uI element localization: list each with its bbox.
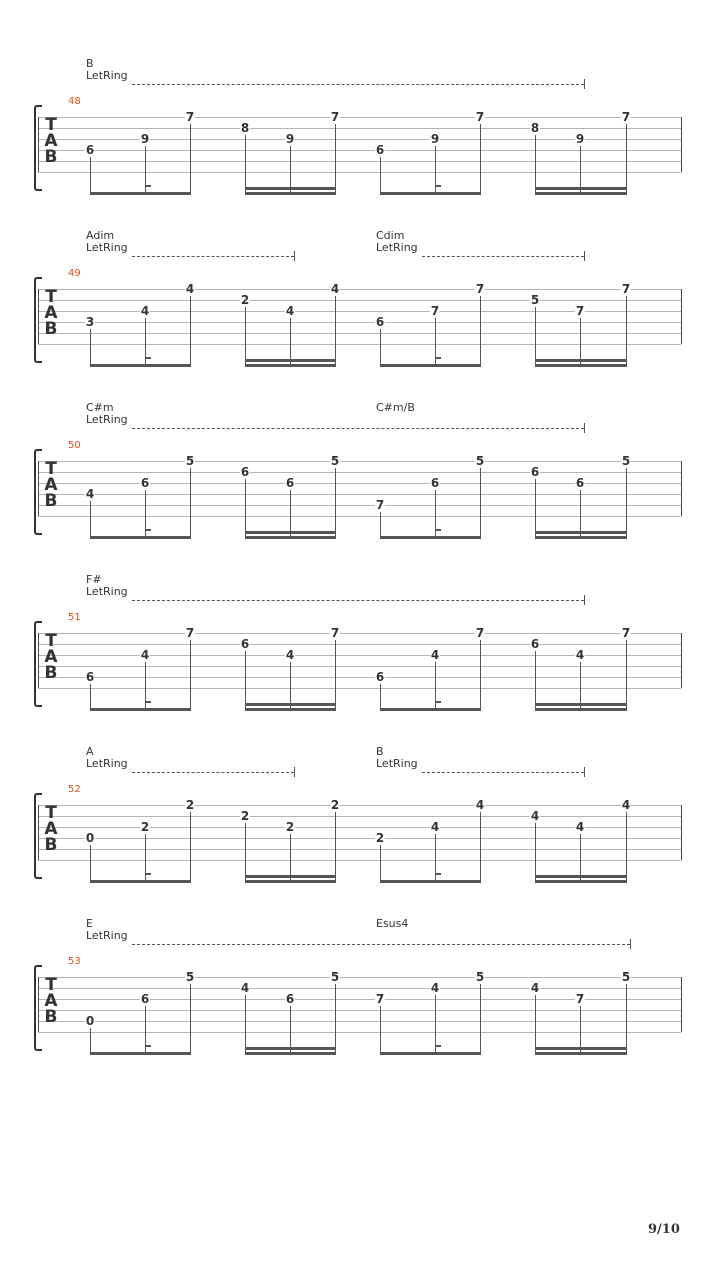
tab-system [0, 915, 720, 1087]
fret-number: 6 [375, 670, 385, 684]
fret-number: 7 [575, 304, 585, 318]
fret-number: 2 [375, 831, 385, 845]
fret-number: 6 [140, 476, 150, 490]
note-stem [335, 640, 336, 711]
note-stem [626, 468, 627, 539]
beam [380, 1052, 480, 1055]
tab-system [0, 55, 720, 227]
beam-secondary [245, 359, 335, 362]
note-stem [480, 124, 481, 195]
note-stem [480, 812, 481, 883]
note-stem [480, 468, 481, 539]
fret-number: 4 [575, 820, 585, 834]
fret-number: 5 [185, 454, 195, 468]
letring-end [584, 595, 585, 605]
fret-number: 7 [475, 626, 485, 640]
measure-number: 49 [68, 268, 81, 279]
letring-dashes [132, 772, 294, 773]
note-stem [145, 318, 146, 367]
tab-clef-letter: B [44, 491, 58, 511]
fret-number: 7 [430, 304, 440, 318]
beam-secondary [535, 875, 626, 878]
barline [681, 977, 682, 1032]
staff-line [38, 860, 681, 861]
beam-dot [435, 701, 441, 703]
tab-clef-letter: T [45, 459, 57, 479]
note-stem [335, 812, 336, 883]
note-stem [380, 512, 381, 539]
note-stem [190, 124, 191, 195]
beam-dot [145, 185, 151, 187]
fret-number: 9 [430, 132, 440, 146]
tab-clef-letter: A [44, 131, 58, 151]
beam-dot [145, 873, 151, 875]
fret-number: 3 [85, 315, 95, 329]
note-stem [190, 812, 191, 883]
tab-clef-letter: B [44, 147, 58, 167]
staff-line [38, 1021, 681, 1022]
staff-line [38, 322, 681, 323]
beam [380, 880, 480, 883]
beam [90, 364, 190, 367]
fret-number: 7 [330, 110, 340, 124]
note-stem [90, 501, 91, 539]
tab-clef-letter: A [44, 647, 58, 667]
fret-number: 7 [621, 110, 631, 124]
note-stem [435, 318, 436, 367]
note-stem [480, 984, 481, 1055]
note-stem [535, 479, 536, 539]
letring-end [584, 79, 585, 89]
staff-line [38, 1010, 681, 1011]
staff-line [38, 494, 681, 495]
beam [535, 1052, 626, 1055]
chord-name: C#m [86, 401, 114, 414]
letring-dashes [422, 256, 584, 257]
barline [681, 805, 682, 860]
measure-number: 53 [68, 956, 81, 967]
fret-number: 8 [530, 121, 540, 135]
staff-line [38, 172, 681, 173]
beam-dot [435, 357, 441, 359]
staff-line [38, 816, 681, 817]
tab-clef-letter: T [45, 631, 57, 651]
beam-secondary [245, 1047, 335, 1050]
fret-number: 6 [85, 143, 95, 157]
note-stem [435, 490, 436, 539]
note-stem [535, 995, 536, 1055]
fret-number: 7 [621, 282, 631, 296]
letring-dashes [422, 772, 584, 773]
fret-number: 7 [575, 992, 585, 1006]
fret-number: 8 [240, 121, 250, 135]
tab-system [0, 743, 720, 915]
measure-number: 52 [68, 784, 81, 795]
fret-number: 0 [85, 1014, 95, 1028]
chord-name: C#m/B [376, 401, 415, 414]
chord-name: Esus4 [376, 917, 409, 930]
fret-number: 4 [285, 648, 295, 662]
note-stem [245, 135, 246, 195]
barline [38, 633, 39, 688]
staff-line [38, 461, 681, 462]
barline [681, 117, 682, 172]
beam [380, 708, 480, 711]
fret-number: 6 [375, 315, 385, 329]
fret-number: 7 [475, 282, 485, 296]
beam-secondary [245, 703, 335, 706]
beam [535, 708, 626, 711]
note-stem [626, 296, 627, 367]
fret-number: 6 [85, 670, 95, 684]
note-stem [145, 1006, 146, 1055]
fret-number: 4 [430, 820, 440, 834]
staff-line [38, 344, 681, 345]
barline [38, 117, 39, 172]
note-stem [335, 468, 336, 539]
letring-label: LetRing [376, 241, 418, 254]
note-stem [380, 684, 381, 711]
letring-label: LetRing [86, 585, 128, 598]
tab-clef-letter: B [44, 1007, 58, 1027]
fret-number: 7 [621, 626, 631, 640]
beam [380, 536, 480, 539]
note-stem [145, 146, 146, 195]
beam [245, 1052, 335, 1055]
fret-number: 6 [240, 465, 250, 479]
note-stem [145, 662, 146, 711]
barline [38, 805, 39, 860]
beam-secondary [535, 1047, 626, 1050]
beam-secondary [535, 187, 626, 190]
fret-number: 6 [530, 637, 540, 651]
measure-number: 48 [68, 96, 81, 107]
chord-name: A [86, 745, 94, 758]
barline [38, 289, 39, 344]
note-stem [335, 296, 336, 367]
fret-number: 2 [240, 293, 250, 307]
fret-number: 9 [140, 132, 150, 146]
note-stem [190, 984, 191, 1055]
fret-number: 6 [140, 992, 150, 1006]
letring-dashes [132, 944, 630, 945]
fret-number: 6 [530, 465, 540, 479]
beam-dot [145, 1045, 151, 1047]
beam-dot [435, 873, 441, 875]
fret-number: 4 [140, 648, 150, 662]
letring-end [584, 423, 585, 433]
letring-end [294, 767, 295, 777]
staff-line [38, 128, 681, 129]
staff-line [38, 666, 681, 667]
note-stem [90, 1028, 91, 1055]
letring-label: LetRing [86, 241, 128, 254]
beam-dot [145, 701, 151, 703]
note-stem [480, 640, 481, 711]
staff-line [38, 161, 681, 162]
barline [681, 289, 682, 344]
fret-number: 5 [330, 454, 340, 468]
beam [535, 880, 626, 883]
fret-number: 4 [185, 282, 195, 296]
staff-line [38, 849, 681, 850]
note-stem [335, 984, 336, 1055]
fret-number: 4 [575, 648, 585, 662]
beam [245, 536, 335, 539]
letring-label: LetRing [376, 757, 418, 770]
note-stem [90, 329, 91, 367]
letring-dashes [132, 84, 584, 85]
note-stem [535, 135, 536, 195]
staff-line [38, 838, 681, 839]
fret-number: 7 [375, 992, 385, 1006]
beam [90, 708, 190, 711]
note-stem [480, 296, 481, 367]
note-stem [535, 651, 536, 711]
fret-number: 2 [330, 798, 340, 812]
note-stem [380, 845, 381, 883]
beam [90, 536, 190, 539]
staff-line [38, 977, 681, 978]
beam [380, 364, 480, 367]
fret-number: 6 [240, 637, 250, 651]
beam [90, 192, 190, 195]
note-stem [626, 640, 627, 711]
fret-number: 7 [375, 498, 385, 512]
note-stem [435, 146, 436, 195]
barline [681, 461, 682, 516]
barline [38, 461, 39, 516]
beam [535, 364, 626, 367]
staff-line [38, 633, 681, 634]
note-stem [380, 329, 381, 367]
staff-line [38, 688, 681, 689]
letring-label: LetRing [86, 69, 128, 82]
fret-number: 2 [140, 820, 150, 834]
note-stem [145, 490, 146, 539]
chord-name: Adim [86, 229, 115, 242]
tab-clef-letter: A [44, 303, 58, 323]
note-stem [245, 479, 246, 539]
letring-dashes [132, 600, 584, 601]
beam [245, 708, 335, 711]
fret-number: 9 [285, 132, 295, 146]
fret-number: 6 [375, 143, 385, 157]
staff-line [38, 805, 681, 806]
fret-number: 6 [285, 476, 295, 490]
fret-number: 4 [140, 304, 150, 318]
fret-number: 2 [285, 820, 295, 834]
fret-number: 4 [430, 648, 440, 662]
chord-name: F# [86, 573, 102, 586]
beam [245, 364, 335, 367]
chord-name: E [86, 917, 93, 930]
tab-clef-letter: T [45, 287, 57, 307]
note-stem [190, 468, 191, 539]
note-stem [90, 845, 91, 883]
fret-number: 9 [575, 132, 585, 146]
fret-number: 4 [475, 798, 485, 812]
staff-line [38, 1032, 681, 1033]
beam-secondary [245, 187, 335, 190]
note-stem [145, 834, 146, 883]
fret-number: 7 [185, 626, 195, 640]
fret-number: 5 [621, 970, 631, 984]
barline [681, 633, 682, 688]
note-stem [435, 834, 436, 883]
note-stem [626, 812, 627, 883]
note-stem [245, 651, 246, 711]
beam [245, 192, 335, 195]
beam [535, 536, 626, 539]
fret-number: 4 [530, 809, 540, 823]
staff-line [38, 472, 681, 473]
tab-clef-letter: T [45, 803, 57, 823]
tab-system [0, 227, 720, 399]
page-number: 9/10 [648, 1222, 680, 1237]
fret-number: 7 [330, 626, 340, 640]
beam-secondary [535, 703, 626, 706]
tab-clef-letter: A [44, 819, 58, 839]
letring-label: LetRing [86, 929, 128, 942]
tab-system [0, 399, 720, 571]
beam-secondary [245, 531, 335, 534]
beam [535, 192, 626, 195]
note-stem [380, 1006, 381, 1055]
tab-clef-letter: A [44, 991, 58, 1011]
note-stem [335, 124, 336, 195]
staff-line [38, 988, 681, 989]
fret-number: 4 [430, 981, 440, 995]
note-stem [245, 823, 246, 883]
beam-secondary [535, 531, 626, 534]
fret-number: 4 [530, 981, 540, 995]
staff-line [38, 333, 681, 334]
fret-number: 6 [575, 476, 585, 490]
letring-end [630, 939, 631, 949]
tab-system [0, 571, 720, 743]
letring-label: LetRing [86, 757, 128, 770]
note-stem [245, 995, 246, 1055]
note-stem [626, 984, 627, 1055]
fret-number: 6 [285, 992, 295, 1006]
fret-number: 4 [85, 487, 95, 501]
staff-line [38, 677, 681, 678]
note-stem [535, 823, 536, 883]
barline [38, 977, 39, 1032]
chord-name: B [86, 57, 94, 70]
beam-secondary [535, 359, 626, 362]
note-stem [90, 157, 91, 195]
chord-name: B [376, 745, 384, 758]
beam-dot [435, 185, 441, 187]
fret-number: 5 [621, 454, 631, 468]
measure-number: 51 [68, 612, 81, 623]
staff-line [38, 516, 681, 517]
fret-number: 4 [621, 798, 631, 812]
letring-end [584, 767, 585, 777]
fret-number: 4 [285, 304, 295, 318]
letring-end [584, 251, 585, 261]
note-stem [626, 124, 627, 195]
fret-number: 2 [185, 798, 195, 812]
note-stem [435, 662, 436, 711]
tab-clef-letter: T [45, 975, 57, 995]
beam-secondary [245, 875, 335, 878]
note-stem [190, 296, 191, 367]
tab-clef-letter: T [45, 115, 57, 135]
fret-number: 5 [475, 454, 485, 468]
tab-clef-letter: B [44, 835, 58, 855]
fret-number: 5 [530, 293, 540, 307]
fret-number: 4 [240, 981, 250, 995]
letring-dashes [132, 428, 584, 429]
tab-clef-letter: B [44, 319, 58, 339]
staff-line [38, 505, 681, 506]
beam [90, 1052, 190, 1055]
staff-line [38, 644, 681, 645]
note-stem [190, 640, 191, 711]
note-stem [245, 307, 246, 367]
staff-line [38, 117, 681, 118]
beam-dot [435, 1045, 441, 1047]
tab-clef-letter: A [44, 475, 58, 495]
chord-name: Cdim [376, 229, 405, 242]
beam-dot [145, 529, 151, 531]
fret-number: 7 [475, 110, 485, 124]
staff-line [38, 289, 681, 290]
note-stem [90, 684, 91, 711]
fret-number: 5 [475, 970, 485, 984]
beam [245, 880, 335, 883]
letring-end [294, 251, 295, 261]
fret-number: 5 [185, 970, 195, 984]
note-stem [535, 307, 536, 367]
note-stem [380, 157, 381, 195]
staff-line [38, 300, 681, 301]
letring-dashes [132, 256, 294, 257]
fret-number: 6 [430, 476, 440, 490]
beam-dot [145, 357, 151, 359]
beam [380, 192, 480, 195]
beam-dot [435, 529, 441, 531]
fret-number: 2 [240, 809, 250, 823]
staff-line [38, 150, 681, 151]
tab-clef-letter: B [44, 663, 58, 683]
fret-number: 4 [330, 282, 340, 296]
fret-number: 7 [185, 110, 195, 124]
fret-number: 5 [330, 970, 340, 984]
fret-number: 0 [85, 831, 95, 845]
letring-label: LetRing [86, 413, 128, 426]
beam [90, 880, 190, 883]
measure-number: 50 [68, 440, 81, 451]
